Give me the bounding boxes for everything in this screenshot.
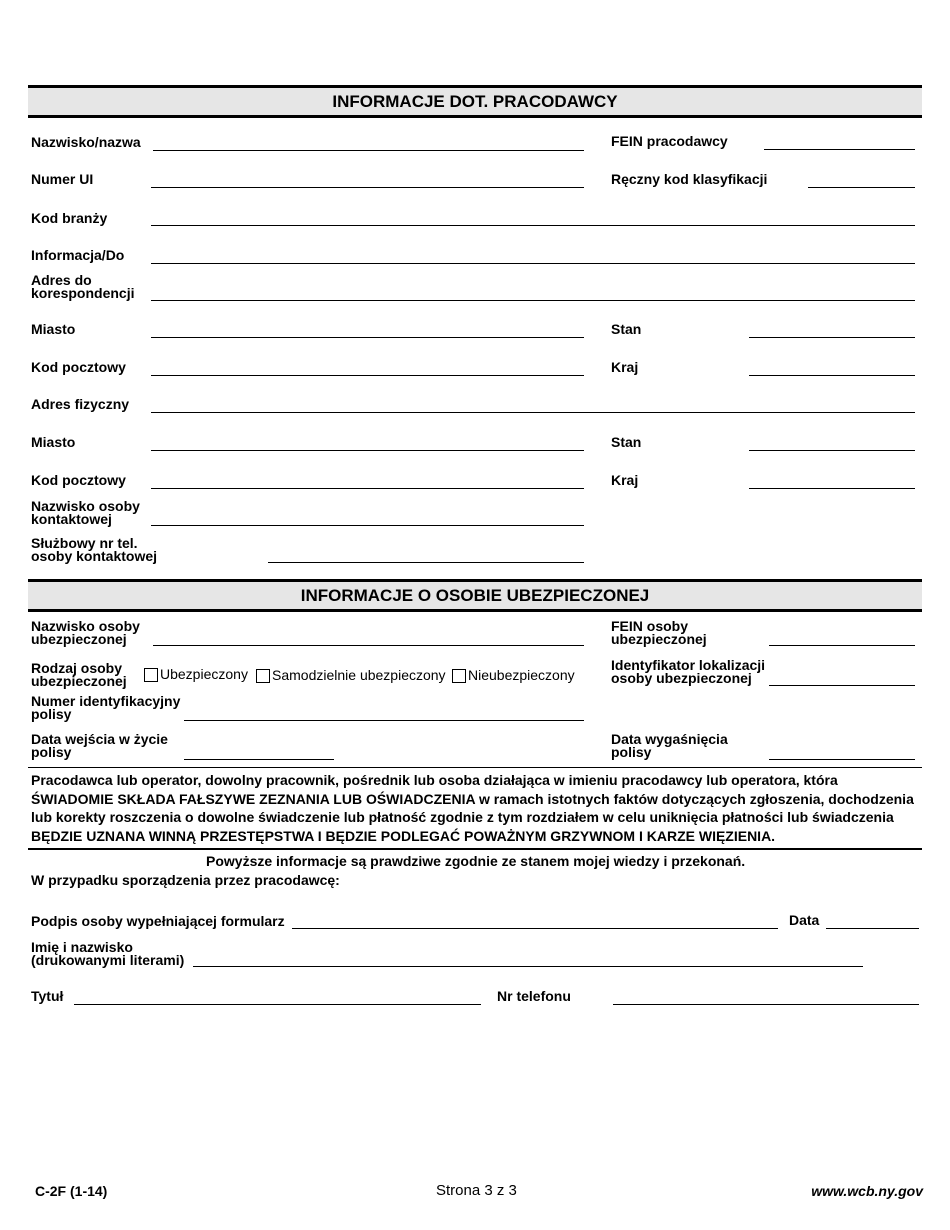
contact-phone-field[interactable]	[268, 547, 584, 563]
contact-name-field[interactable]	[151, 510, 584, 526]
expiry-date-field[interactable]	[769, 744, 915, 760]
fraud-warning	[31, 771, 921, 845]
signature-label: Podpis osoby wypełniającej formularz	[31, 913, 285, 929]
insured-name-label: Nazwisko osoby ubezpieczonej	[31, 618, 140, 647]
location-id-field[interactable]	[769, 670, 915, 686]
insured-name-field[interactable]	[153, 630, 584, 646]
option-insured-label: Ubezpieczony	[160, 666, 248, 682]
employer-name-label: Nazwisko/nazwa	[31, 134, 141, 150]
phone-field[interactable]	[613, 989, 919, 1005]
contact-name-label: Nazwisko osoby kontaktowej	[31, 498, 140, 527]
employer-section-title: INFORMACJE DOT. PRACODAWCY	[332, 92, 618, 111]
checkbox-insured[interactable]	[144, 668, 158, 682]
location-id-label: Identyfikator lokalizacji osoby ubezpieczonej	[611, 657, 766, 686]
employer-fein-label: FEIN pracodawcy	[611, 133, 728, 149]
industry-code-label: Kod branży	[31, 210, 108, 226]
insured-section-header	[28, 579, 922, 612]
divider	[28, 767, 922, 768]
physical-zip-label: Kod pocztowy	[31, 472, 126, 488]
physical-country-field[interactable]	[749, 473, 915, 489]
manual-class-code-label: Ręczny kod klasyfikacji	[611, 171, 768, 187]
title-field[interactable]	[74, 989, 481, 1005]
physical-city-label: Miasto	[31, 434, 76, 450]
effective-date-label: Data wejścia w życie polisy	[31, 731, 168, 760]
manual-class-code-field[interactable]	[808, 172, 915, 188]
employer-name-field[interactable]	[153, 135, 584, 151]
fraud-warning-line-1: Pracodawca lub operator, dowolny pracownik, pośrednik lub osoba działająca w imieniu pracodawcy lub operatora, która	[31, 772, 838, 788]
insured-type-label: Rodzaj osoby ubezpieczonej	[31, 660, 127, 689]
physical-state-field[interactable]	[749, 435, 915, 451]
mail-zip-label: Kod pocztowy	[31, 359, 126, 375]
certification-statement: Powyższe informacje są prawdziwe zgodnie ze stanem mojej wiedzy i przekonań.	[206, 853, 746, 869]
mail-city-label: Miasto	[31, 321, 76, 337]
insured-fein-field[interactable]	[769, 630, 915, 646]
prepared-by-employer-text: W przypadku sporządzenia przez pracodawcę:	[31, 872, 340, 888]
website-link[interactable]: www.wcb.ny.gov	[811, 1183, 923, 1199]
fraud-warning-line-2: ŚWIADOMIE SKŁADA FAŁSZYWE ZEZNANIA LUB OŚWIADCZENIA w ramach istotnych faktów dotyczących zgłoszenia, dochodzenia	[31, 790, 914, 807]
fraud-warning-line-4: BĘDZIE UZNANA WINNĄ PRZESTĘPSTWA I BĘDZIE PODLEGAĆ POWAŻNYM GRZYWNOM I KARZE WIĘZIENIA.	[31, 827, 776, 844]
date-label: Data	[789, 912, 820, 928]
mailing-address-label: Adres do korespondencji	[31, 272, 135, 301]
title-label: Tytuł	[31, 988, 64, 1004]
mail-country-label: Kraj	[611, 359, 639, 375]
physical-country-label: Kraj	[611, 472, 639, 488]
employer-fein-field[interactable]	[764, 134, 915, 150]
printed-name-label: Imię i nazwisko (drukowanymi literami)	[31, 939, 185, 968]
policy-id-label: Numer identyfikacyjny polisy	[31, 693, 181, 722]
checkbox-self-insured[interactable]	[256, 669, 270, 683]
mail-city-field[interactable]	[151, 322, 584, 338]
option-self-insured-label: Samodzielnie ubezpieczony	[272, 667, 446, 683]
effective-date-field[interactable]	[184, 744, 334, 760]
physical-state-label: Stan	[611, 434, 642, 450]
insured-fein-label: FEIN osoby ubezpieczonej	[611, 618, 707, 647]
signature-field[interactable]	[292, 913, 778, 929]
divider	[28, 848, 922, 850]
policy-id-field[interactable]	[184, 705, 584, 721]
mail-country-field[interactable]	[749, 360, 915, 376]
phone-label: Nr telefonu	[497, 988, 571, 1004]
physical-address-label: Adres fizyczny	[31, 396, 130, 412]
physical-city-field[interactable]	[151, 435, 584, 451]
checkbox-uninsured[interactable]	[452, 669, 466, 683]
mail-zip-field[interactable]	[151, 360, 584, 376]
ui-number-field[interactable]	[151, 172, 584, 188]
mailing-address-field[interactable]	[151, 285, 915, 301]
expiry-date-label: Data wygaśnięcia polisy	[611, 731, 728, 760]
contact-phone-label: Służbowy nr tel. osoby kontaktowej	[31, 535, 158, 564]
mail-state-field[interactable]	[749, 322, 915, 338]
fraud-warning-line-3: lub korekty roszczenia o dowolne świadczenie lub płatność zgodnie z tym rozdziałem w celu uniknięcia płatności lub świadczenia	[31, 809, 894, 825]
info-to-field[interactable]	[151, 248, 915, 264]
physical-address-field[interactable]	[151, 397, 915, 413]
page-number: Strona 3 z 3	[436, 1182, 517, 1199]
option-uninsured-label: Nieubezpieczony	[468, 667, 575, 683]
employer-section-header	[28, 85, 922, 118]
insured-section-title: INFORMACJE O OSOBIE UBEZPIECZONEJ	[300, 586, 650, 605]
printed-name-field[interactable]	[193, 951, 863, 967]
physical-zip-field[interactable]	[151, 473, 584, 489]
info-to-label: Informacja/Do	[31, 247, 125, 263]
form-code: C-2F (1-14)	[35, 1183, 108, 1199]
date-field[interactable]	[826, 913, 919, 929]
industry-code-field[interactable]	[151, 210, 915, 226]
ui-number-label: Numer UI	[31, 171, 94, 187]
mail-state-label: Stan	[611, 321, 642, 337]
